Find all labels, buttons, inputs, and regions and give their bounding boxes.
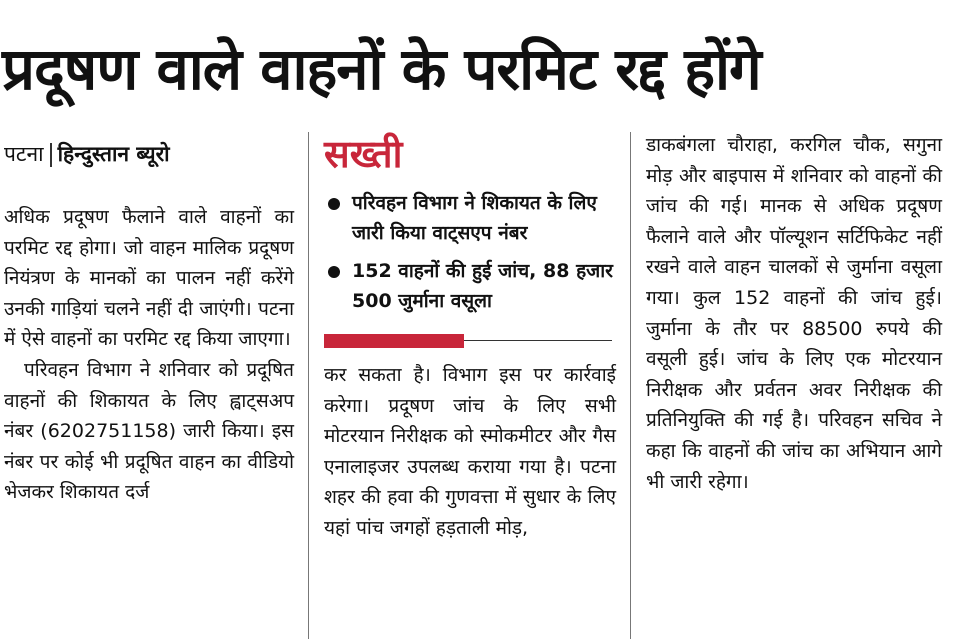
highlight-item: [324, 256, 616, 316]
highlight-list: [324, 188, 616, 316]
column-rule-1: [308, 132, 309, 639]
byline-bureau: हिन्दुस्तान ब्यूरो: [57, 142, 170, 166]
sidebar-kicker: सख्ती: [324, 132, 403, 176]
highlight-text: परिवहन विभाग ने शिकायत के लिए जारी किया वाट्सएप नंबर: [352, 192, 597, 244]
highlight-item: [324, 188, 616, 248]
divider-line: [464, 340, 612, 341]
highlight-text: 152 वाहनों की हुई जांच, 88 हजार 500 जुर्माना वसूला: [352, 260, 613, 312]
byline-place: पटना: [4, 142, 44, 166]
byline-separator: [50, 143, 52, 167]
body-paragraph-2: परिवहन विभाग ने शनिवार को प्रदूषित वाहनों की शिकायत के लिए ह्वाट्सअप नंबर (6202751158) जारी किया। इस नंबर पर कोई भी प्रदूषित वाहन का वीडियो भेजकर शिकायत दर्ज: [4, 358, 294, 504]
headline: प्रदूषण वाले वाहनों के परमिट रद्द होंगे: [2, 35, 761, 103]
body-paragraph-4: डाकबंगला चौराहा, करगिल चौक, सगुना मोड़ और बाइपास में शनिवार को वाहनों की जांच की गई। मानक से अधिक प्रदूषण फैलाने वाले और पॉल्यूशन सर्टिफिकेट नहीं रखने वाले वाहन चालकों से जुर्माना वसूला गया। कुल 152 वाहनों की जांच हुई। जुर्माना के तौर पर 88500 रुपये की वसूली हुई। जांच के लिए एक मोटरयान निरीक्षक और प्रर्वतन अवर निरीक्षक की प्रतिनियुक्ति की गई है। परिवहन सचिव ने कहा कि वाहनों की जांच का अभियान आगे भी जारी रहेगा।: [646, 134, 942, 493]
column-3: [646, 130, 942, 497]
byline: [4, 130, 294, 178]
body-paragraph-3: कर सकता है। विभाग इस पर कार्रवाई करेगा। प्रदूषण जांच के लिए सभी मोटरयान निरीक्षक को स्मोकमीटर और गैस एनालाइजर उपलब्ध कराया गया है। पटना शहर की हवा की गुणवत्ता में सुधार के लिए यहां पांच जगहों हड़ताली मोड़,: [324, 364, 616, 539]
bullet-dot-icon: [328, 198, 340, 210]
column-1: [4, 130, 294, 508]
divider-accent-bar: [324, 334, 464, 348]
body-paragraph-1: अधिक प्रदूषण फैलाने वाले वाहनों का परमिट रद्द होगा। जो वाहन मालिक प्रदूषण नियंत्रण के मानकों का पालन नहीं करेंगे उनकी गाड़ियां चलने नहीं दी जाएंगी। पटना में ऐसे वाहनों का परमिट रद्द किया जाएगा।: [4, 206, 294, 351]
section-divider: [324, 334, 616, 348]
column-rule-2: [630, 132, 631, 639]
bullet-dot-icon: [328, 266, 340, 278]
column-2: [324, 130, 616, 544]
